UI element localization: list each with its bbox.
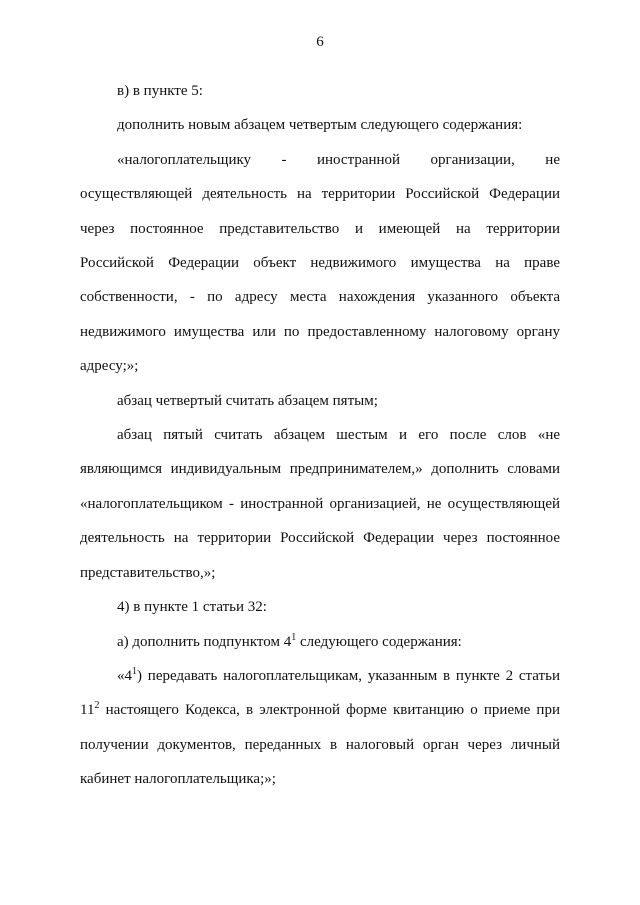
quote-sup-1: 1 bbox=[132, 665, 137, 677]
paragraph-item-v: в) в пункте 5: bbox=[117, 83, 203, 99]
paragraph-quote-taxpayer: «налогоплательщику - иностранной организации, не осуществляющей деятельность на территории Российской Федерации через постоянное представительство и имеющей на территории Российской Федерации объект недвижимого имущества на праве собственности, - по адресу места нахождения указанного объекта недвижимого имущества или по предоставленному налоговому органу адресу;»; bbox=[80, 151, 560, 375]
paragraph-fourth-to-fifth: абзац четвертый считать абзацем пятым; bbox=[117, 392, 378, 409]
paragraph-item-4: 4) в пункте 1 статьи 32: bbox=[117, 599, 267, 616]
paragraph-fifth-to-sixth: абзац пятый считать абзацем шестым и его после слов «не являющимся индивидуальным предпринимателем,» дополнить словами «налогоплательщиком - иностранной организацией, не осуществляющей деятельность на территории Российской Федерации через постоянное представительство,»; bbox=[80, 427, 560, 581]
page-number: 6 bbox=[316, 34, 324, 50]
paragraph-quote-receipt bbox=[80, 659, 560, 797]
quote-sup-2: 2 bbox=[94, 700, 100, 712]
item-a-before: а) дополнить подпунктом 4 bbox=[117, 633, 292, 650]
paragraph-item-a bbox=[80, 625, 560, 659]
paragraph-add-fourth: дополнить новым абзацем четвертым следующего содержания: bbox=[117, 117, 523, 134]
quote-open: «4 bbox=[117, 667, 132, 684]
quote-after: настоящего Кодекса, в электронной форме квитанцию о приеме при получении документов, переданных в налоговый орган через личный кабинет налогоплательщика;»; bbox=[80, 702, 560, 788]
document-body bbox=[80, 74, 560, 797]
item-a-after: следующего содержания: bbox=[296, 633, 462, 650]
quote-middle: ) передавать налогоплательщикам, указанным в пункте 2 статьи 11 bbox=[80, 667, 560, 719]
item-a-sup: 1 bbox=[291, 631, 297, 643]
